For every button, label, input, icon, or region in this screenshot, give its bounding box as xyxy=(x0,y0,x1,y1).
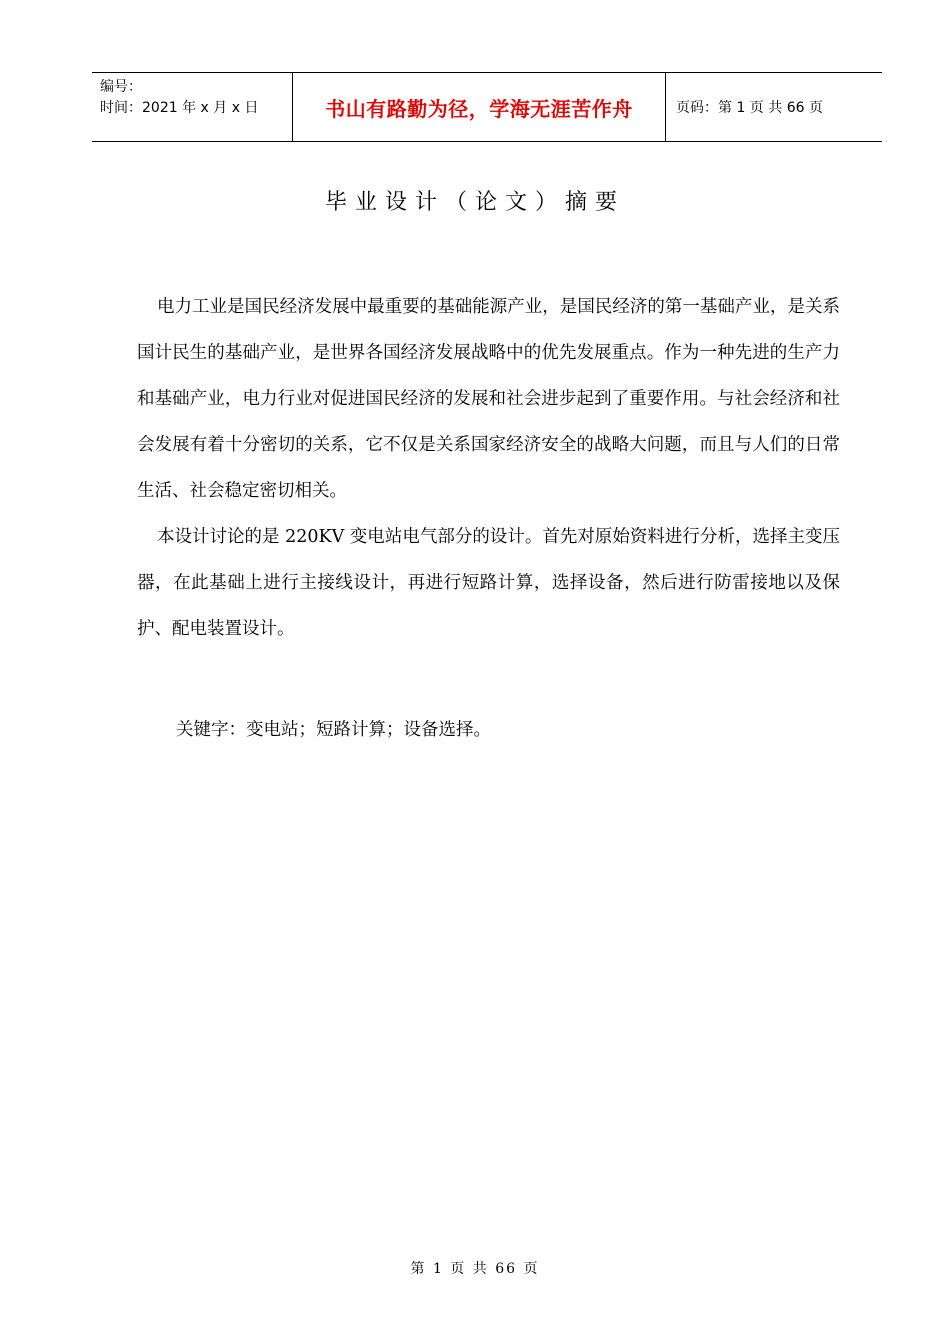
keywords-line: 关键字：变电站；短路计算；设备选择。 xyxy=(176,720,491,740)
header-motto: 书山有路勤为径，学海无涯苦作舟 xyxy=(293,73,666,141)
header-page-info: 页码：第 1 页 共 66 页 xyxy=(676,100,823,116)
page-title: 毕业设计（论文）摘要 xyxy=(324,190,625,215)
abstract-body xyxy=(137,284,840,652)
page-footer: 第 1 页 共 66 页 xyxy=(410,1261,540,1277)
document-number-label: 编号： xyxy=(100,79,142,95)
abstract-paragraph: 电力工业是国民经济发展中最重要的基础能源产业，是国民经济的第一基础产业，是关系国计民生的基础产业，是世界各国经济发展战略中的优先发展重点。作为一种先进的生产力和基础产业，电力行业对促进国民经济的发展和社会进步起到了重要作用。与社会经济和社会发展有着十分密切的关系，它不仅是关系国家经济安全的战略大问题，而且与人们的日常生活、社会稳定密切相关。 xyxy=(137,297,840,501)
document-time: 时间：2021 年 x 月 x 日 xyxy=(100,100,259,116)
header-meta xyxy=(92,73,293,141)
document-header xyxy=(92,72,882,142)
abstract-paragraph: 本设计讨论的是 220KV 变电站电气部分的设计。首先对原始资料进行分析，选择主变压器，在此基础上进行主接线设计，再进行短路计算，选择设备，然后进行防雷接地以及保护、配电装置设计。 xyxy=(137,527,840,639)
